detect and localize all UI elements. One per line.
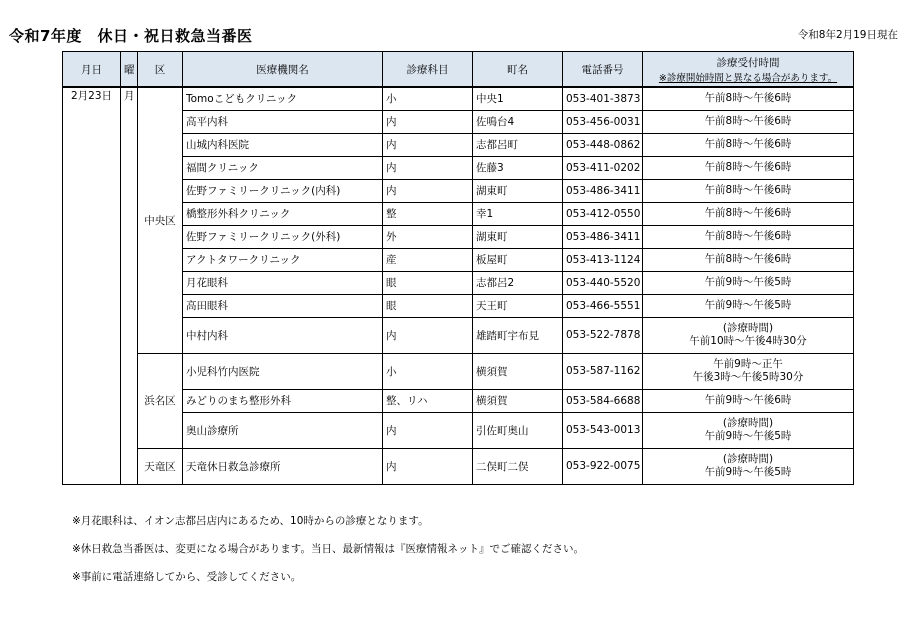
ward-cell: 浜名区 (138, 353, 183, 448)
town-cell: 佐藤3 (473, 156, 563, 179)
department-cell: 内 (383, 412, 473, 448)
header-hours-note: ※診療開始時間と異なる場合があります。 (658, 72, 838, 84)
facility-name-cell: 佐野ファミリークリニック(内科) (183, 179, 383, 202)
hours-line: 午前9時～午後5時 (704, 466, 792, 478)
hours-cell (643, 271, 854, 294)
ward-cell: 天竜区 (138, 448, 183, 484)
header-hours (643, 52, 854, 88)
phone-cell: 053-922-0075 (563, 448, 643, 484)
hours-line: 午前8時～午後6時 (704, 230, 792, 242)
town-cell: 幸1 (473, 202, 563, 225)
hours-line: 午後3時～午後5時30分 (692, 371, 804, 383)
department-cell: 内 (383, 179, 473, 202)
table-row (63, 87, 854, 110)
hours-cell (643, 248, 854, 271)
department-cell: 眼 (383, 271, 473, 294)
hours-line: 午前10時～午後4時30分 (689, 335, 807, 347)
hours-cell (643, 133, 854, 156)
town-cell: 二俣町二俣 (473, 448, 563, 484)
town-cell: 引佐町奥山 (473, 412, 563, 448)
as-of-date: 令和8年2月19日現在 (797, 29, 898, 41)
facility-name-cell: 小児科竹内医院 (183, 353, 383, 389)
phone-cell: 053-448-0862 (563, 133, 643, 156)
facility-name-cell: 月花眼科 (183, 271, 383, 294)
town-cell: 佐鳴台4 (473, 110, 563, 133)
header-phone: 電話番号 (563, 52, 643, 88)
ward-cell: 中央区 (138, 87, 183, 353)
department-cell: 整、リハ (383, 389, 473, 412)
town-cell: 雄踏町宇布見 (473, 317, 563, 353)
phone-cell: 053-411-0202 (563, 156, 643, 179)
phone-cell: 053-466-5551 (563, 294, 643, 317)
hours-cell (643, 202, 854, 225)
hours-cell (643, 353, 854, 389)
hours-line: (診療時間) (722, 322, 774, 334)
header-town: 町名 (473, 52, 563, 88)
facility-name-cell: 福間クリニック (183, 156, 383, 179)
facility-name-cell: 佐野ファミリークリニック(外科) (183, 225, 383, 248)
hours-cell (643, 448, 854, 484)
facility-name-cell: 高平内科 (183, 110, 383, 133)
phone-cell: 053-587-1162 (563, 353, 643, 389)
hours-cell (643, 156, 854, 179)
phone-cell: 053-412-0550 (563, 202, 643, 225)
facility-name-cell: Tomoこどもクリニック (183, 87, 383, 110)
town-cell: 横須賀 (473, 389, 563, 412)
footnote: ※月花眼科は、イオン志都呂店内にあるため、10時からの診療となります。 (72, 515, 429, 527)
header-name: 医療機関名 (183, 52, 383, 88)
hours-line: 午前8時～午後6時 (704, 253, 792, 265)
department-cell: 産 (383, 248, 473, 271)
hours-cell (643, 317, 854, 353)
hours-cell (643, 225, 854, 248)
department-cell: 眼 (383, 294, 473, 317)
facility-name-cell: みどりのまち整形外科 (183, 389, 383, 412)
hours-cell (643, 110, 854, 133)
header-weekday: 曜 (121, 52, 138, 88)
hours-cell (643, 179, 854, 202)
table-row (63, 448, 854, 484)
table-row (63, 353, 854, 389)
header-dept: 診療科目 (383, 52, 473, 88)
hours-line: 午前9時～午後5時 (704, 430, 792, 442)
page-title: 令和7年度 休日・祝日救急当番医 (9, 27, 253, 45)
town-cell: 志都呂町 (473, 133, 563, 156)
town-cell: 湖東町 (473, 225, 563, 248)
hours-cell (643, 412, 854, 448)
facility-name-cell: 奥山診療所 (183, 412, 383, 448)
town-cell: 板屋町 (473, 248, 563, 271)
phone-cell: 053-413-1124 (563, 248, 643, 271)
department-cell: 小 (383, 353, 473, 389)
hours-cell (643, 294, 854, 317)
department-cell: 内 (383, 317, 473, 353)
footnotes (72, 513, 584, 597)
weekday-cell: 月 (121, 87, 138, 484)
header-ward: 区 (138, 52, 183, 88)
department-cell: 内 (383, 448, 473, 484)
department-cell: 整 (383, 202, 473, 225)
hours-line: 午前8時～午後6時 (704, 184, 792, 196)
facility-name-cell: 中村内科 (183, 317, 383, 353)
hours-line: 午前8時～午後6時 (704, 115, 792, 127)
hours-line: (診療時間) (722, 453, 774, 465)
town-cell: 志都呂2 (473, 271, 563, 294)
header-hours-title: 診療受付時間 (716, 56, 780, 69)
hours-line: 午前8時～午後6時 (704, 138, 792, 150)
department-cell: 外 (383, 225, 473, 248)
hours-line: (診療時間) (722, 417, 774, 429)
town-cell: 中央1 (473, 87, 563, 110)
facility-name-cell: 橋整形外科クリニック (183, 202, 383, 225)
footnote: ※休日救急当番医は、変更になる場合があります。当日、最新情報は『医療情報ネット』でご確認ください。 (72, 543, 584, 555)
town-cell: 横須賀 (473, 353, 563, 389)
table-body (63, 87, 854, 484)
facility-name-cell: アクトタワークリニック (183, 248, 383, 271)
date-cell: 2月23日 (63, 87, 121, 484)
facility-name-cell: 高田眼科 (183, 294, 383, 317)
department-cell: 内 (383, 110, 473, 133)
phone-cell: 053-522-7878 (563, 317, 643, 353)
hours-line: 午前9時～午後5時 (704, 299, 792, 311)
hours-line: 午前8時～午後6時 (704, 207, 792, 219)
department-cell: 内 (383, 133, 473, 156)
table-header-row (63, 52, 854, 88)
header-date: 月日 (63, 52, 121, 88)
phone-cell: 053-456-0031 (563, 110, 643, 133)
phone-cell: 053-584-6688 (563, 389, 643, 412)
footnote: ※事前に電話連絡してから、受診してください。 (72, 571, 302, 583)
schedule-table (62, 51, 854, 485)
facility-name-cell: 天竜休日救急診療所 (183, 448, 383, 484)
town-cell: 湖東町 (473, 179, 563, 202)
phone-cell: 053-486-3411 (563, 225, 643, 248)
facility-name-cell: 山城内科医院 (183, 133, 383, 156)
hours-line: 午前8時～午後6時 (704, 161, 792, 173)
hours-line: 午前9時～午後6時 (704, 394, 792, 406)
department-cell: 内 (383, 156, 473, 179)
hours-cell (643, 87, 854, 110)
hours-line: 午前9時～午後5時 (704, 276, 792, 288)
hours-line: 午前8時～午後6時 (704, 92, 792, 105)
phone-cell: 053-440-5520 (563, 271, 643, 294)
phone-cell: 053-401-3873 (563, 87, 643, 110)
hours-cell (643, 389, 854, 412)
phone-cell: 053-543-0013 (563, 412, 643, 448)
hours-line: 午前9時～正午 (713, 358, 783, 370)
phone-cell: 053-486-3411 (563, 179, 643, 202)
department-cell: 小 (383, 87, 473, 110)
town-cell: 天王町 (473, 294, 563, 317)
